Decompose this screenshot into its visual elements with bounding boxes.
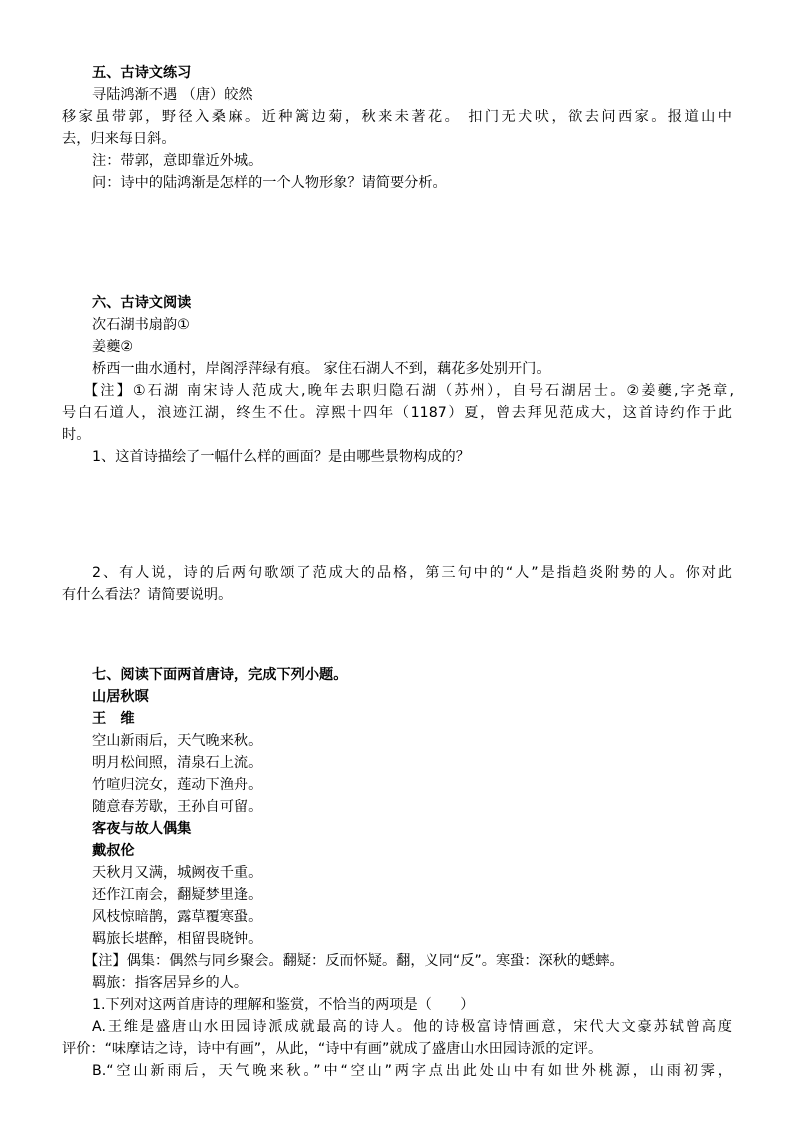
section7-note-line1: 【注】偶集：偶然与同乡聚会。翻疑：反而怀疑。翻，义同“反”。寒蛩：深秋的蟋蟀。 (84, 953, 624, 969)
poem1-line: 竹喧归浣女，莲动下渔舟。 (92, 777, 263, 793)
section6-note-line2: 号白石道人，浪迹江湖，终生不仕。淳熙十四年（1187）夏，曾去拜见范成大，这首诗约作于此 (62, 405, 732, 421)
section6-author: 姜夔② (92, 339, 134, 355)
section5-poem-title: 寻陆鸿渐不遇 （唐）皎然 (92, 87, 253, 103)
section6-poem-title: 次石湖书扇韵① (92, 317, 190, 333)
section6-note-line3: 时。 (62, 427, 91, 443)
poem2-title: 客夜与故人偶集 (92, 821, 192, 837)
section6-question-1: 1、这首诗描绘了一幅什么样的画面？是由哪些景物构成的？ (92, 449, 470, 465)
section6-poem-text: 桥西一曲水通村，岸阁浮萍绿有痕。 家住石湖人不到，藕花多处别开门。 (92, 361, 551, 377)
poem1-author: 王 维 (92, 711, 135, 727)
section6-heading: 六、古诗文阅读 (92, 295, 192, 311)
poem2-author: 戴叔伦 (92, 843, 135, 859)
section5-poem-line2: 去，归来每日斜。 (62, 131, 176, 147)
poem1-line: 空山新雨后，天气晚来秋。 (92, 733, 263, 749)
section7-question-1: 1.下列对这两首唐诗的理解和鉴赏，不恰当的两项是（ ） (92, 997, 475, 1013)
section5-question: 问：诗中的陆鸿渐是怎样的一个人物形象？请简要分析。 (92, 175, 447, 191)
option-b-line1: B.“空山新雨后，天气晚来秋。”中“空山”两字点出此处山中有如世外桃源，山雨初霁， (92, 1063, 732, 1079)
section6-question-2-line1: 2、有人说，诗的后两句歌颂了范成大的品格，第三句中的“人”是指趋炎附势的人。你对此 (92, 565, 732, 581)
poem2-line: 还作江南会，翻疑梦里逢。 (92, 887, 263, 903)
section7-note-line2: 羁旅：指客居异乡的人。 (92, 975, 249, 991)
poem2-line: 羁旅长堪醉，相留畏晓钟。 (92, 931, 263, 947)
poem1-line: 随意春芳歇，王孙自可留。 (92, 799, 263, 815)
poem1-title: 山居秋暝 (92, 689, 149, 705)
section6-note-line1: 【注】①石湖 南宋诗人范成大,晚年去职归隐石湖（苏州），自号石湖居士。②姜夔,字尧章, (84, 383, 734, 399)
section5-poem-line1: 移家虽带郭，野径入桑麻。近种篱边菊，秋来未著花。 扣门无犬吠，欲去问西家。报道山中 (62, 109, 732, 125)
poem1-line: 明月松间照，清泉石上流。 (92, 755, 263, 771)
poem2-line: 风枝惊暗鹊，露草覆寒蛩。 (92, 909, 263, 925)
option-a-line2: 评价：“味摩诘之诗，诗中有画”，从此，“诗中有画”就成了盛唐山水田园诗派的定评。 (62, 1041, 603, 1057)
section5-heading: 五、古诗文练习 (92, 65, 192, 81)
option-a-line1: A.王维是盛唐山水田园诗派成就最高的诗人。他的诗极富诗情画意，宋代大文豪苏轼曾高度 (92, 1019, 732, 1035)
section7-heading: 七、阅读下面两首唐诗，完成下列小题。 (92, 667, 348, 683)
section5-note: 注：带郭，意即靠近外城。 (92, 153, 263, 169)
section6-question-2-line2: 有什么看法？请简要说明。 (62, 587, 233, 603)
poem2-line: 天秋月又满，城阙夜千重。 (92, 865, 263, 881)
